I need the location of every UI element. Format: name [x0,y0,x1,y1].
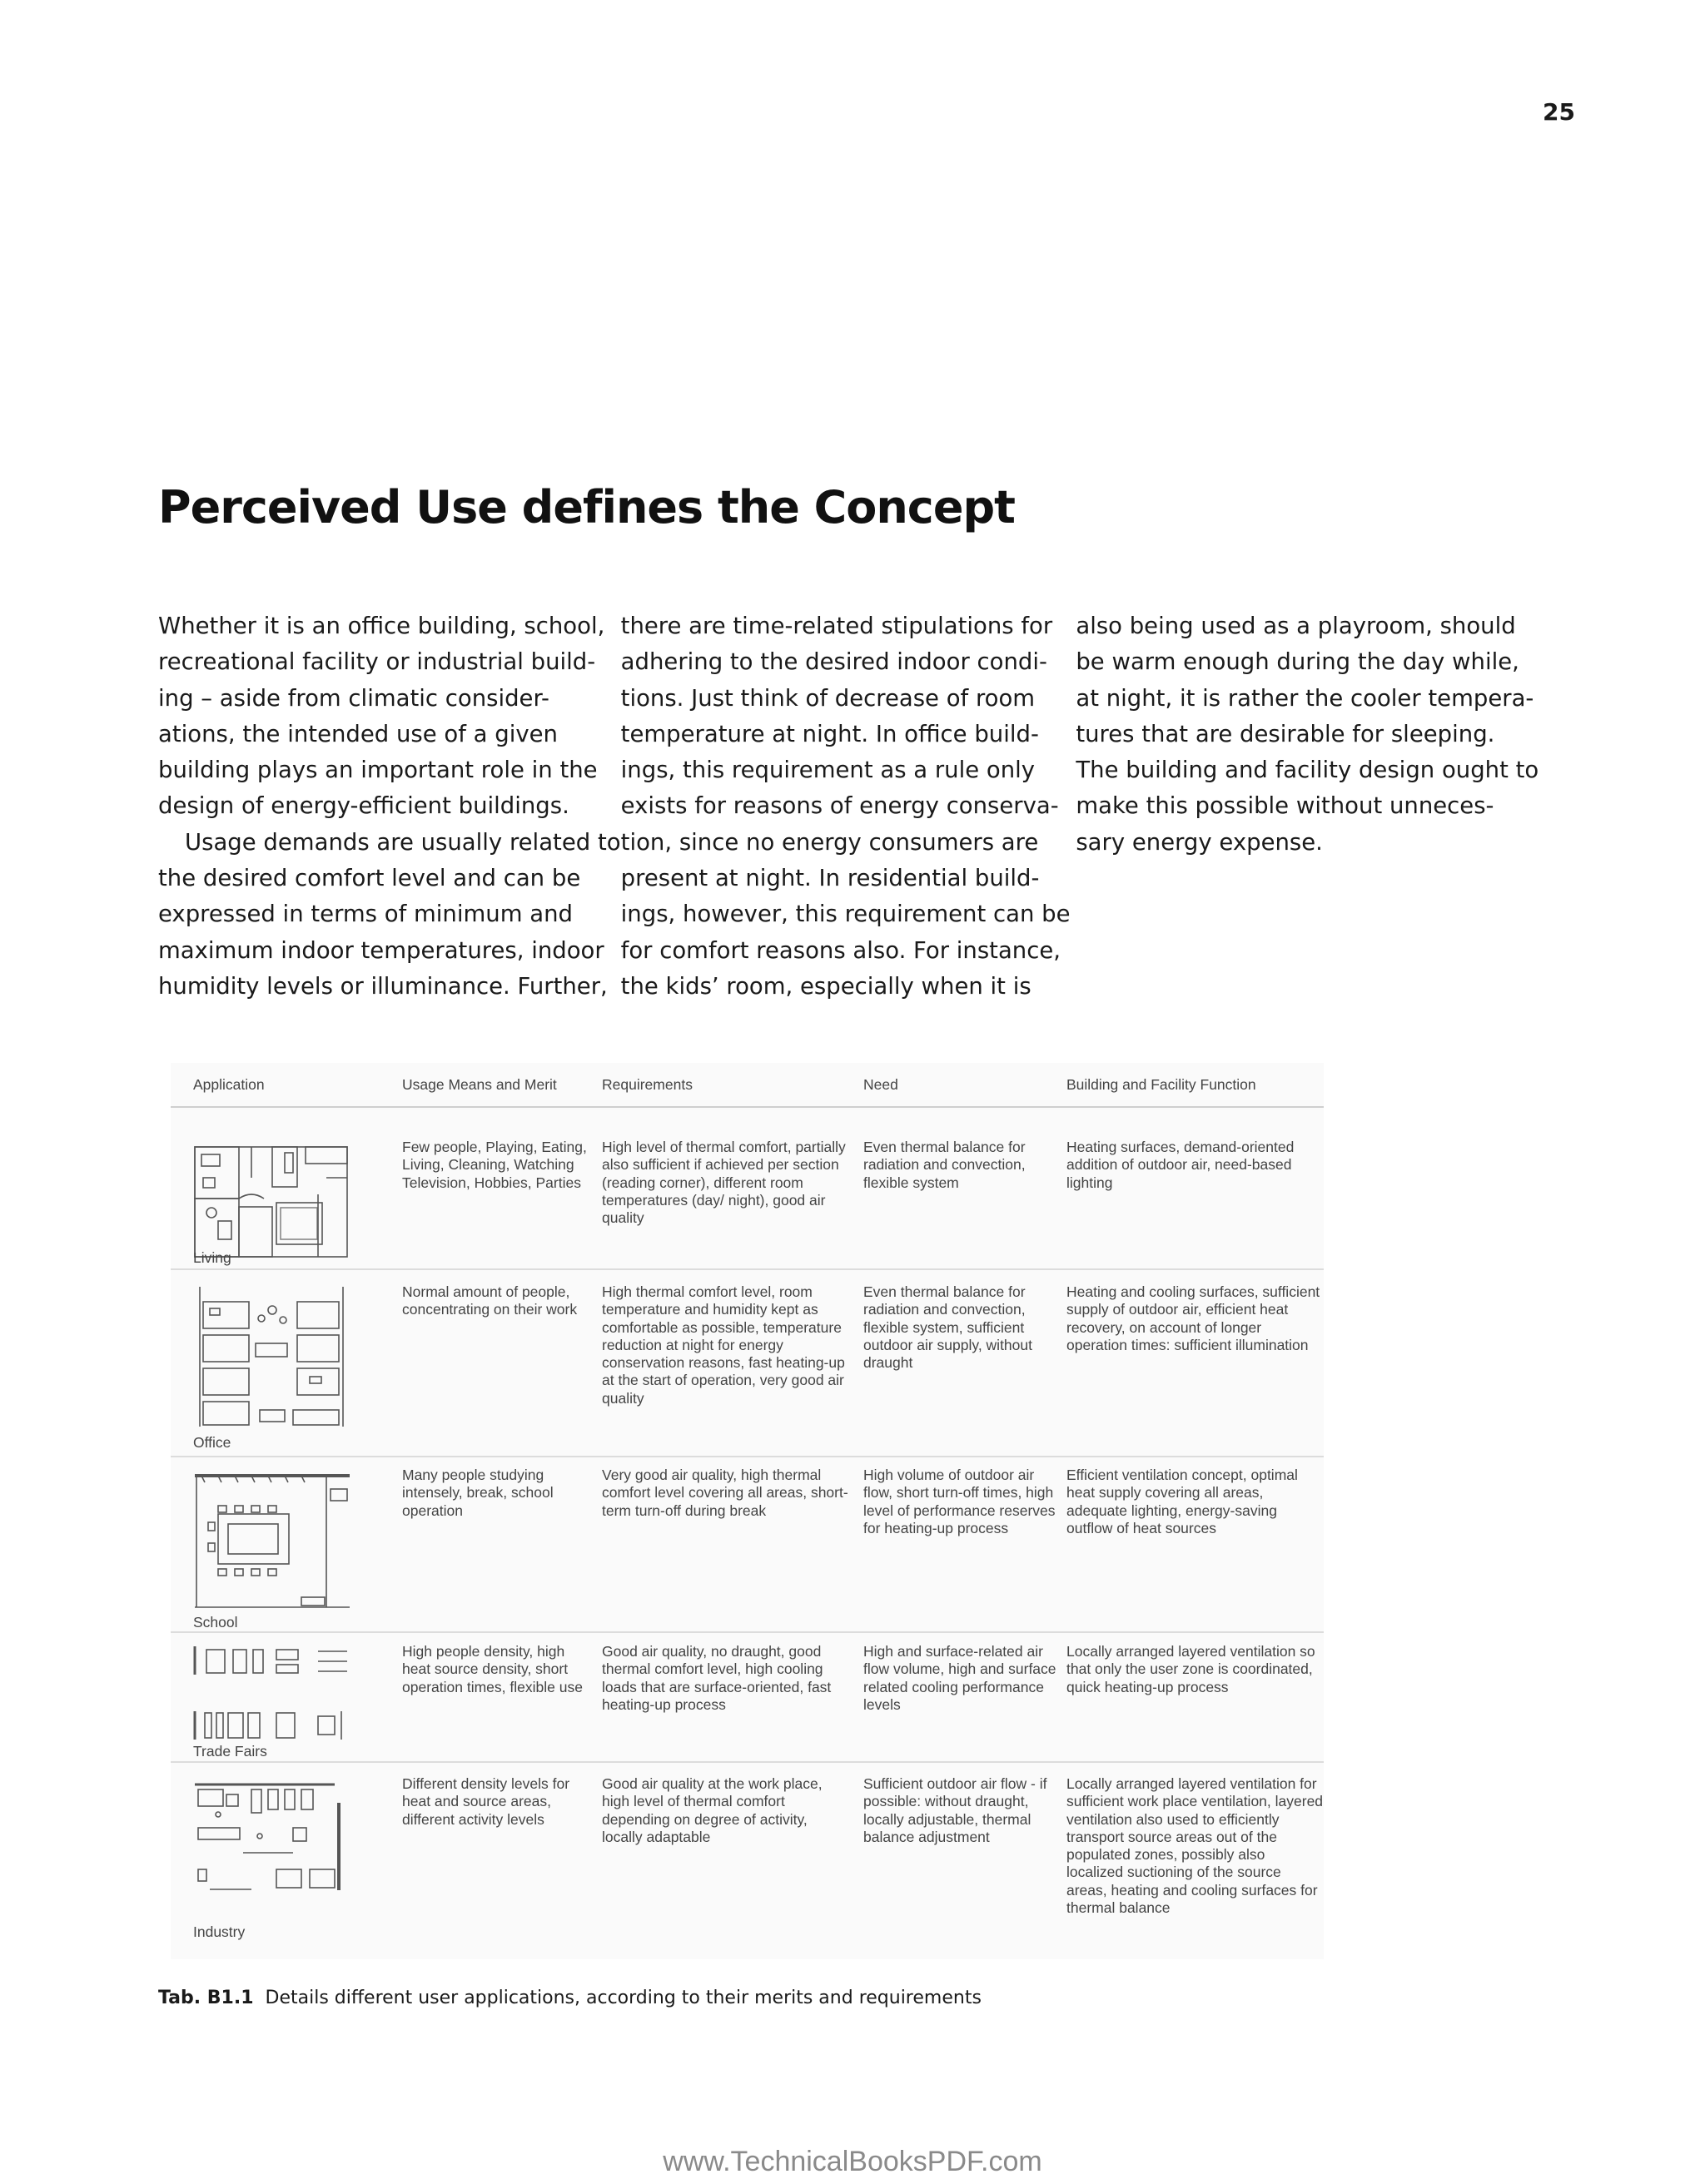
usage-cell: Normal amount of people, concentrating on their work [402,1283,578,1318]
column-header: Usage Means and Merit [402,1076,557,1093]
paragraph: Usage demands are usually related to the desired comfort level and can be expressed in terms of minimum and maximum indoor temperatures, indoor humidity levels or illuminance. Further, [158,828,621,1000]
need-cell: Sufficient outdoor air flow - if possible: without draught, locally adjustable, thermal balance adjustment [863,1775,1047,1845]
school-floor-plan-image [193,1472,351,1610]
usage-cell: Many people studying intensely, break, school operation [402,1467,554,1519]
need-cell: Even thermal balance for radiation and convection, flexible system, sufficient outdoor air supply, without draught [863,1283,1032,1372]
requirements-cell: Very good air quality, high thermal comfort level covering all areas, short-term turn-off during break [602,1467,848,1519]
table-row [171,1631,1324,1763]
table-row [171,1456,1324,1633]
function-cell: Locally arranged layered ventilation for sufficient work place ventilation, layered ventilation also used to efficiently transport source areas out of the populated zones, possibly also localized suctioning of the source areas, heating and cooling surfaces for thermal balance [1066,1775,1324,1917]
requirements-cell: Good air quality at the work place, high level of thermal comfort depending on degree of activity, locally adaptable [602,1775,823,1845]
body-column-3 [1076,608,1540,1005]
requirements-cell: High thermal comfort level, room temperature and humidity kept as comfortable as possible, temperature reduction at night for energy conservation reasons, fast heating-up at the start of operation, very good air quality [602,1283,845,1407]
table-row [171,1126,1324,1270]
table-row [171,1761,1324,1959]
requirements-cell: High level of thermal comfort, partially also sufficient if achieved per section (reading corner), different room temperatures (day/ night), good air quality [602,1139,846,1227]
body-column-2 [621,608,1086,1005]
living-floor-plan-image [193,1144,351,1261]
function-cell: Heating and cooling surfaces, sufficient supply of outdoor air, efficient heat recovery, on account of longer operation times: sufficient illumination [1066,1283,1320,1353]
need-cell: High volume of outdoor air flow, short turn-off times, high level of performance reserves for heating-up process [863,1467,1056,1536]
need-cell: High and surface-related air flow volume, high and surface related cooling performance levels [863,1643,1056,1713]
usage-cell: Different density levels for heat and source areas, different activity levels [402,1775,570,1828]
requirements-cell: Good air quality, no draught, good thermal comfort level, high cooling loads that are surface-oriented, fast heating-up process [602,1643,832,1713]
industry-floor-plan-image [193,1778,351,1899]
caption-label: Tab. B1.1 [158,1988,254,2008]
usage-table [171,1063,1324,1959]
paragraph: Whether it is an office building, school, recreational facility or industrial build-ing – aside from climatic consider-ations, the intended use of a given building plays an important role in the design of energy-efficient buildings. [158,613,605,820]
paragraph: there are time-related stipulations for adhering to the desired indoor condi-tions. Just think of decrease of room temperature at night. In office build-ings, this requirement as a rule only exists for reasons of energy conserva-tion, since no energy consumers are present at night. In residential build-ings, however, this requirement can be for comfort reasons also. For instance, the kids’ room, especially when it is [620,613,1071,1000]
application-label: Office [193,1434,231,1451]
column-header: Requirements [602,1076,693,1093]
table-row [171,1268,1324,1457]
application-label: School [193,1614,238,1631]
function-cell: Heating surfaces, demand-oriented addition of outdoor air, need-based lighting [1066,1139,1295,1191]
application-label: Living [193,1249,231,1266]
page-heading: Perceived Use defines the Concept [158,481,1015,534]
caption-text: Details different user applications, according to their merits and requirements [265,1988,982,2008]
need-cell: Even thermal balance for radiation and convection, flexible system [863,1139,1026,1191]
page-number: 25 [1543,98,1575,126]
usage-cell: Few people, Playing, Eating, Living, Cleaning, Watching Television, Hobbies, Parties [402,1139,587,1191]
table-caption [158,1988,982,2008]
trade-fairs-floor-plan-image [193,1640,351,1748]
column-header: Application [193,1076,265,1093]
usage-cell: High people density, high heat source density, short operation times, flexible use [402,1643,583,1695]
body-text [158,608,1540,1005]
function-cell: Efficient ventilation concept, optimal heat supply covering all areas, adequate lighting, energy-saving outflow of heat sources [1066,1467,1298,1536]
body-column-1 [158,608,623,1005]
office-floor-plan-image [193,1285,351,1431]
function-cell: Locally arranged layered ventilation so that only the user zone is coordinated, quick heating-up process [1066,1643,1315,1695]
column-header: Building and Facility Function [1066,1076,1256,1093]
paragraph: also being used as a playroom, should be warm enough during the day while, at night, it is rather the cooler tempera-tures that are desirable for sleeping. The building and facility design ought to make this possible without unneces-sary energy expense. [1076,613,1539,856]
application-label: Trade Fairs [193,1743,267,1760]
footer-watermark-url: www.TechnicalBooksPDF.com [663,2146,1042,2177]
application-label: Industry [193,1923,246,1940]
column-header: Need [863,1076,898,1093]
table-header-row [171,1063,1324,1108]
